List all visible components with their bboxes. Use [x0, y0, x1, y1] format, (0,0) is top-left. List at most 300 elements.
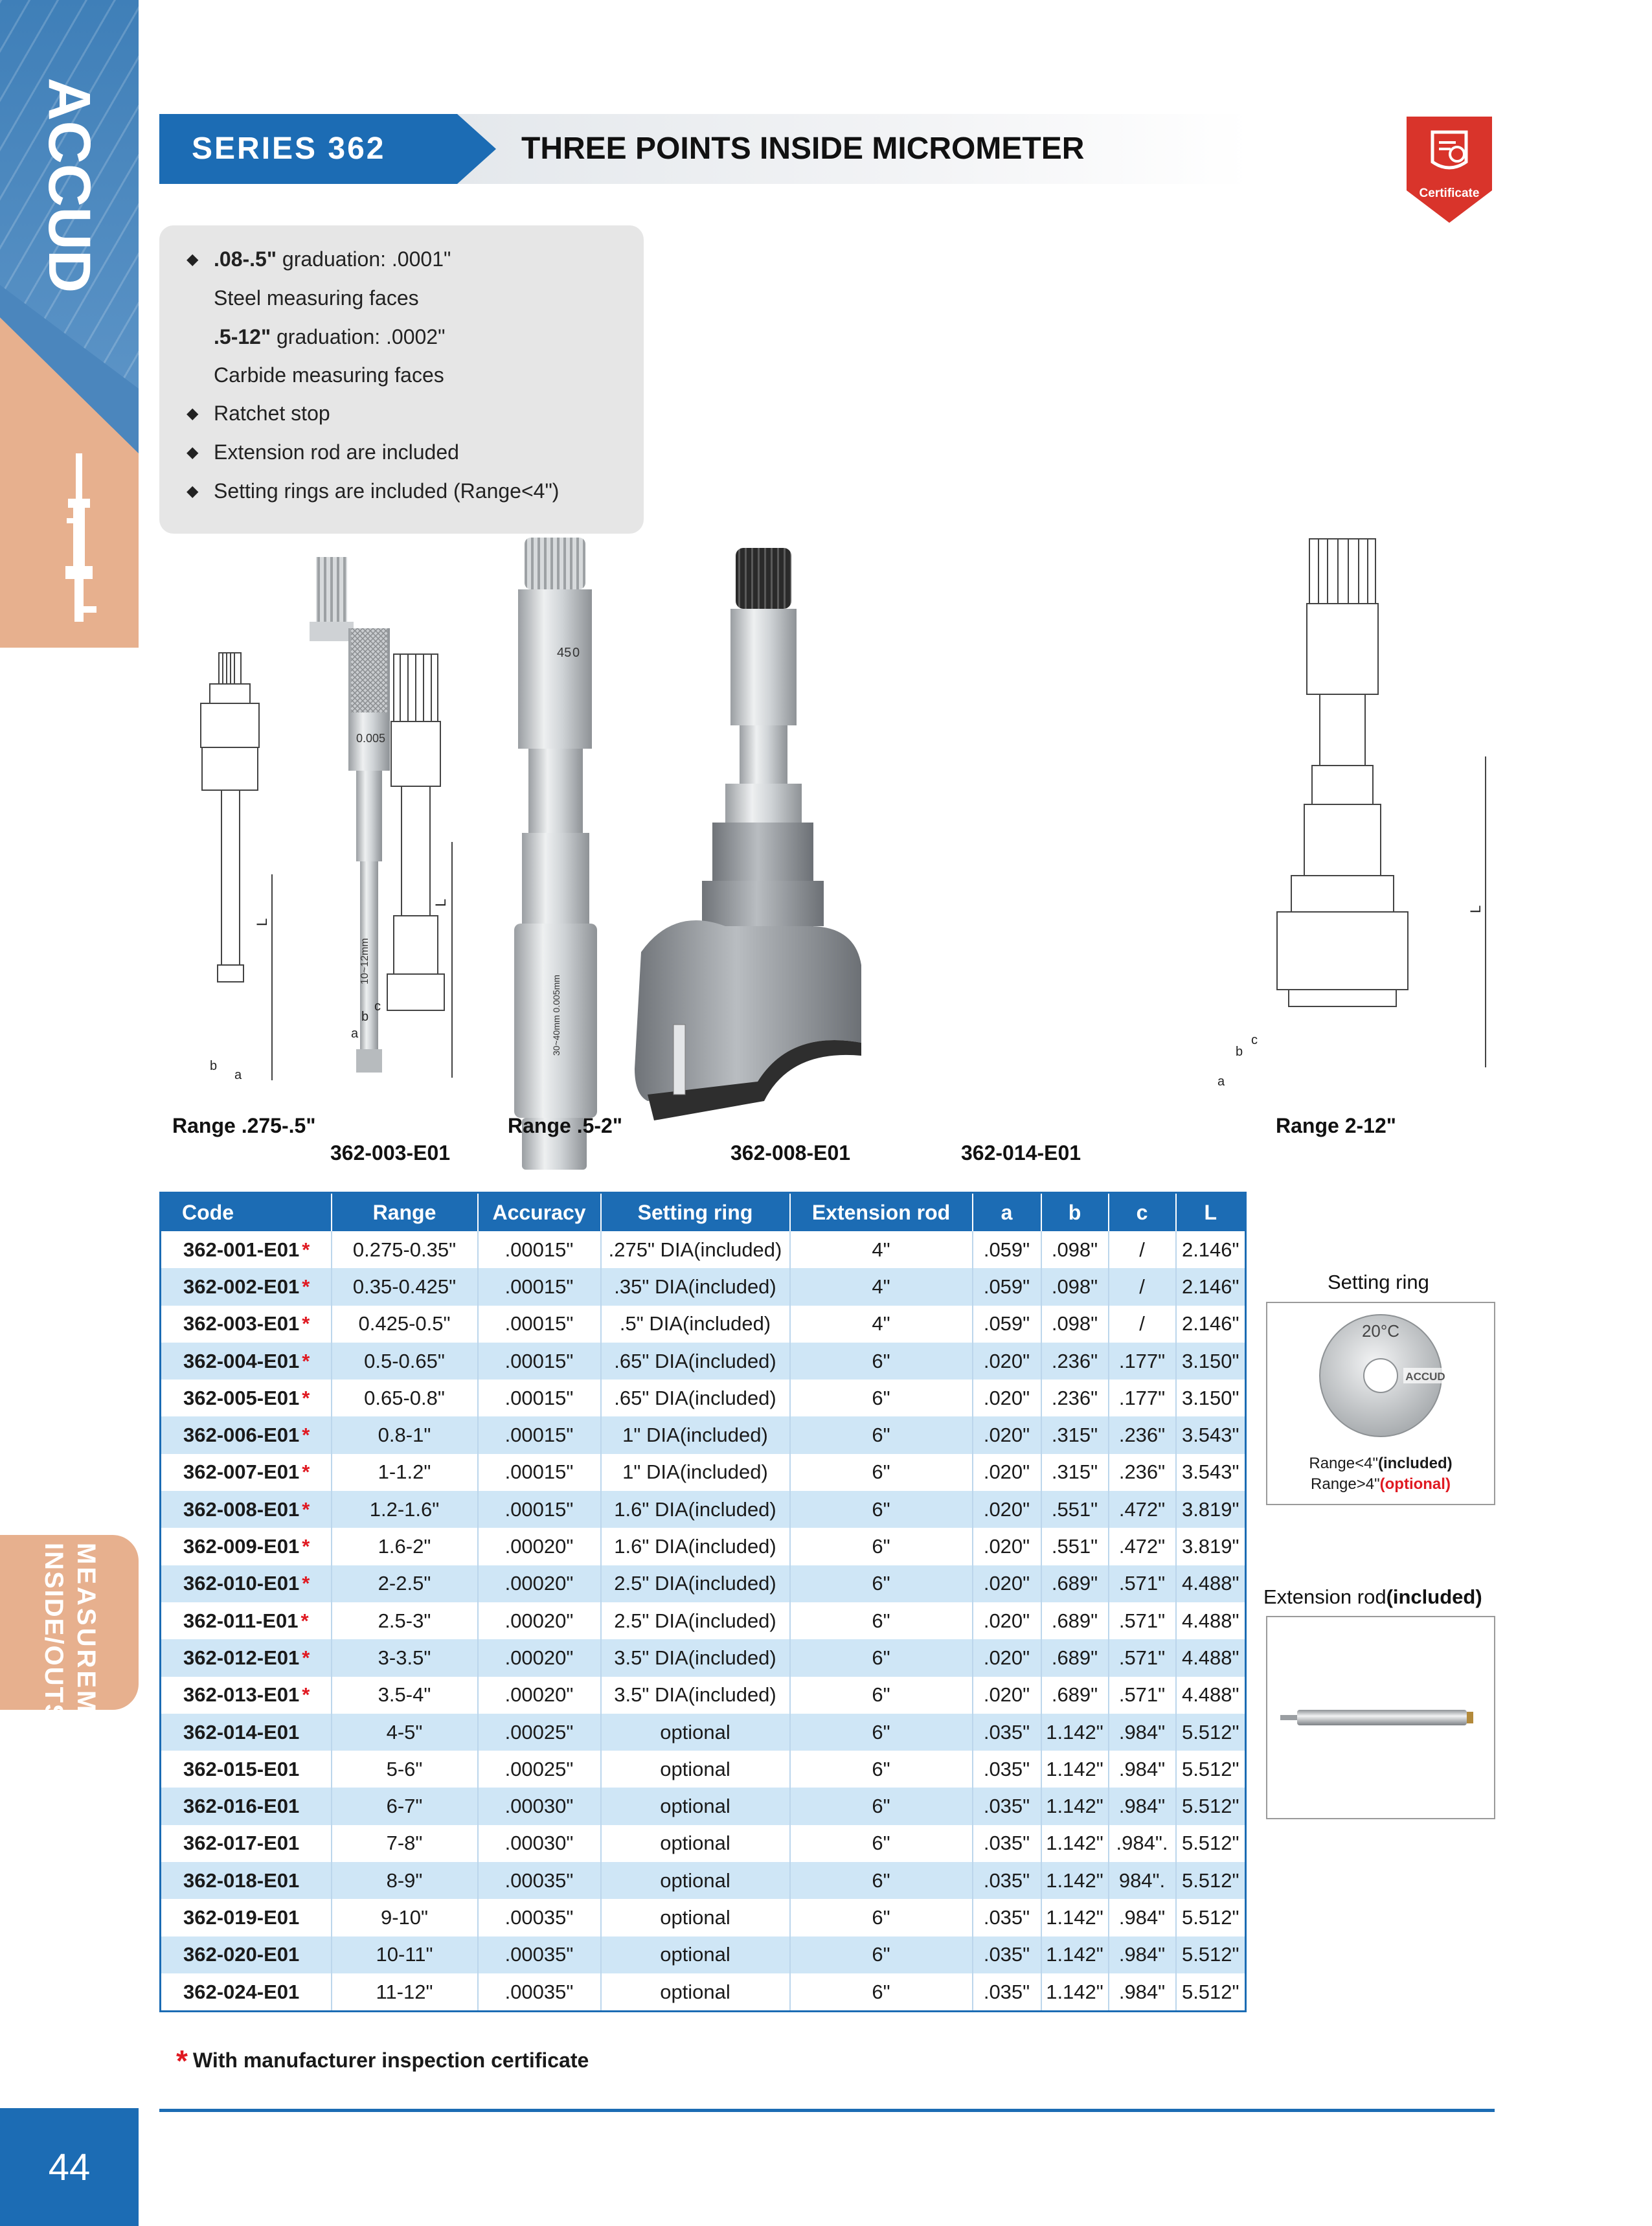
table-row: [161, 1306, 1246, 1343]
cell-accuracy: .00020": [478, 1528, 601, 1565]
cell-code: [161, 1454, 332, 1491]
cell-rod: 4": [790, 1306, 973, 1343]
certificate-star-icon: *: [300, 1609, 309, 1632]
cell-code: [161, 1602, 332, 1639]
cell-l: 5.512": [1176, 1825, 1246, 1862]
feature-item: [214, 363, 444, 387]
table-row: [161, 1565, 1246, 1602]
ring-range-gt4-label: Range>4": [1311, 1475, 1380, 1493]
cell-code: [161, 1788, 332, 1824]
cell-c: .236": [1109, 1454, 1176, 1491]
ring-temperature-mark: 20°C: [1361, 1321, 1400, 1341]
cell-l: 5.512": [1176, 1751, 1246, 1788]
col-header-L: L: [1176, 1193, 1246, 1232]
cell-rod: 6": [790, 1565, 973, 1602]
cell-rod: 6": [790, 1788, 973, 1824]
certificate-star-icon: *: [302, 1386, 310, 1409]
feature-item: [214, 440, 459, 464]
cell-l: 3.150": [1176, 1380, 1246, 1416]
extension-rod-title: [1263, 1585, 1482, 1609]
extension-rod-title-status: (included): [1386, 1585, 1482, 1608]
footnote: [174, 2043, 589, 2078]
dim-L-3: L: [1467, 905, 1484, 913]
dim-c-2: c: [374, 999, 381, 1014]
series-label: SERIES 362: [192, 131, 386, 166]
cell-l: 3.150": [1176, 1343, 1246, 1380]
cell-c: .177": [1109, 1343, 1176, 1380]
cell-a: .020": [973, 1639, 1041, 1676]
cell-range: 0.35-0.425": [332, 1268, 478, 1305]
table-row: [161, 1973, 1246, 2012]
table-row: [161, 1454, 1246, 1491]
feature-item-text: graduation: .0002": [271, 325, 446, 348]
table-row: [161, 1936, 1246, 1973]
cell-accuracy: .00030": [478, 1825, 601, 1862]
dim-a-3: a: [1217, 1074, 1225, 1089]
cell-rod: 4": [790, 1268, 973, 1305]
cell-c: .571": [1109, 1565, 1176, 1602]
cell-a: .035": [973, 1751, 1041, 1788]
table-row: [161, 1380, 1246, 1416]
cell-code-text: 362-020-E01: [183, 1943, 300, 1966]
cell-range: 0.425-0.5": [332, 1306, 478, 1343]
cell-a: .035": [973, 1973, 1041, 2012]
cell-l: 4.488": [1176, 1677, 1246, 1714]
drawing-large-range: [1217, 539, 1486, 1089]
cell-l: 2.146": [1176, 1268, 1246, 1305]
feature-bullet-icon: ◆: [187, 405, 199, 422]
cell-b: .098": [1041, 1231, 1109, 1268]
col-header-a: a: [973, 1193, 1041, 1232]
footnote-text: With manufacturer inspection certificate: [192, 2049, 589, 2072]
cell-rod: 6": [790, 1714, 973, 1751]
cell-a: .020": [973, 1565, 1041, 1602]
dim-L-2: L: [433, 898, 449, 907]
cell-a: .059": [973, 1268, 1041, 1305]
cell-code: [161, 1714, 332, 1751]
cell-code-text: 362-012-E01: [183, 1646, 300, 1669]
table-row: [161, 1899, 1246, 1936]
cell-rod: 6": [790, 1677, 973, 1714]
cell-b: .098": [1041, 1268, 1109, 1305]
cell-range: 5-6": [332, 1751, 478, 1788]
feature-bullet-icon: ◆: [187, 483, 199, 500]
cell-accuracy: .00015": [478, 1380, 601, 1416]
feature-item: [214, 479, 559, 503]
section-tab-line2: MEASUREMENT: [72, 1543, 100, 1775]
cell-ring: optional: [601, 1825, 790, 1862]
cell-a: .059": [973, 1306, 1041, 1343]
cell-a: .020": [973, 1677, 1041, 1714]
cell-rod: 6": [790, 1454, 973, 1491]
cell-rod: 6": [790, 1899, 973, 1936]
cell-accuracy: .00015": [478, 1416, 601, 1453]
feature-item-text: Extension rod are included: [214, 440, 459, 464]
cell-code-text: 362-010-E01: [183, 1572, 300, 1595]
spec-table-body: [161, 1231, 1246, 2012]
brand-logo-text: ACCUD: [36, 78, 102, 293]
cell-range: 6-7": [332, 1788, 478, 1824]
table-row: [161, 1862, 1246, 1899]
cell-rod: 6": [790, 1862, 973, 1899]
cell-l: 5.512": [1176, 1788, 1246, 1824]
cell-ring: 1.6" DIA(included): [601, 1491, 790, 1528]
cell-ring: optional: [601, 1751, 790, 1788]
product-illustrations: [142, 538, 1484, 1192]
cell-code: [161, 1416, 332, 1453]
cell-code: [161, 1231, 332, 1268]
cell-range: 7-8": [332, 1825, 478, 1862]
certificate-star-icon: *: [302, 1238, 310, 1261]
cell-c: .571": [1109, 1639, 1176, 1676]
cell-a: .020": [973, 1528, 1041, 1565]
cell-ring: optional: [601, 1899, 790, 1936]
page-number: 44: [0, 2108, 139, 2226]
cell-ring: optional: [601, 1973, 790, 2012]
cell-a: .035": [973, 1825, 1041, 1862]
extension-rod-image: [1280, 1701, 1481, 1734]
cell-b: .236": [1041, 1380, 1109, 1416]
cell-ring: .35" DIA(included): [601, 1268, 790, 1305]
cell-accuracy: .00015": [478, 1343, 601, 1380]
cell-code: [161, 1862, 332, 1899]
cell-c: .571": [1109, 1677, 1176, 1714]
cell-code-text: 362-004-E01: [183, 1349, 300, 1372]
cell-l: 4.488": [1176, 1639, 1246, 1676]
cell-code: [161, 1343, 332, 1380]
caption-model-1: 362-003-E01: [330, 1141, 451, 1164]
dim-a-2: a: [351, 1027, 359, 1041]
cell-rod: 6": [790, 1936, 973, 1973]
brand-logo-vertical: [31, 78, 109, 337]
feature-bullet-icon: ◆: [187, 251, 199, 268]
cell-ring: optional: [601, 1936, 790, 1973]
cell-b: .236": [1041, 1343, 1109, 1380]
cell-accuracy: .00015": [478, 1491, 601, 1528]
section-tab-label: [0, 1535, 139, 1775]
cell-l: 5.512": [1176, 1862, 1246, 1899]
cell-code-text: 362-017-E01: [183, 1832, 300, 1855]
cell-a: .020": [973, 1416, 1041, 1453]
extension-rod-panel: [1266, 1616, 1495, 1819]
cell-range: 3.5-4": [332, 1677, 478, 1714]
certificate-star-icon: *: [302, 1535, 310, 1558]
cell-range: 1-1.2": [332, 1454, 478, 1491]
cell-code-text: 362-002-E01: [183, 1275, 300, 1298]
cell-range: 10-11": [332, 1936, 478, 1973]
feature-item-text: Setting rings are included (Range<4"): [214, 479, 560, 503]
cell-rod: 4": [790, 1231, 973, 1268]
table-row: [161, 1343, 1246, 1380]
cell-accuracy: .00020": [478, 1677, 601, 1714]
footer-rule: [159, 2109, 1495, 2112]
cell-a: .020": [973, 1602, 1041, 1639]
cell-c: .472": [1109, 1491, 1176, 1528]
certificate-star-icon: *: [302, 1460, 310, 1484]
caption-range-3: Range 2-12": [1276, 1114, 1396, 1137]
certificate-star-icon: *: [302, 1646, 310, 1669]
cell-code-text: 362-009-E01: [183, 1535, 300, 1558]
cell-code: [161, 1677, 332, 1714]
cell-code: [161, 1825, 332, 1862]
cell-code-text: 362-008-E01: [183, 1497, 300, 1521]
cell-code: [161, 1973, 332, 2012]
cell-code: [161, 1565, 332, 1602]
table-row: [161, 1416, 1246, 1453]
cell-code: [161, 1751, 332, 1788]
table-row: [161, 1751, 1246, 1788]
cell-range: 3-3.5": [332, 1639, 478, 1676]
cell-c: .177": [1109, 1380, 1176, 1416]
cell-accuracy: .00015": [478, 1306, 601, 1343]
cell-b: .689": [1041, 1639, 1109, 1676]
col-header-extension-rod: Extension rod: [790, 1193, 973, 1232]
cell-l: 5.512": [1176, 1973, 1246, 2012]
cell-code: [161, 1899, 332, 1936]
cell-l: 3.543": [1176, 1416, 1246, 1453]
cell-ring: 3.5" DIA(included): [601, 1677, 790, 1714]
cell-c: .984".: [1109, 1825, 1176, 1862]
cell-range: 1.2-1.6": [332, 1491, 478, 1528]
cell-c: .236": [1109, 1416, 1176, 1453]
extension-rod-title-label: Extension rod: [1263, 1585, 1386, 1608]
caption-range-2: Range .5-2": [508, 1114, 622, 1137]
caption-model-3: 362-014-E01: [961, 1141, 1081, 1164]
cell-c: .984": [1109, 1936, 1176, 1973]
cell-b: .689": [1041, 1565, 1109, 1602]
cell-l: 4.488": [1176, 1565, 1246, 1602]
cell-l: 2.146": [1176, 1306, 1246, 1343]
cell-b: .551": [1041, 1491, 1109, 1528]
micrometer-362-003: [310, 557, 390, 1073]
cell-code-text: 362-016-E01: [183, 1795, 300, 1818]
cell-a: .020": [973, 1343, 1041, 1380]
cell-accuracy: .00025": [478, 1714, 601, 1751]
feature-item-text: Ratchet stop: [214, 402, 330, 425]
cell-b: 1.142": [1041, 1788, 1109, 1824]
cell-ring: .65" DIA(included): [601, 1343, 790, 1380]
cell-b: .315": [1041, 1416, 1109, 1453]
cell-accuracy: .00035": [478, 1973, 601, 2012]
micrometer-range-mark: 10~12mm: [359, 938, 370, 984]
cell-c: /: [1109, 1231, 1176, 1268]
cell-code-text: 362-006-E01: [183, 1424, 300, 1447]
section-tab-line1: INSIDE/OUTSIDE: [40, 1543, 68, 1770]
cell-b: .098": [1041, 1306, 1109, 1343]
dim-b-3: b: [1236, 1045, 1243, 1059]
cell-c: .571": [1109, 1602, 1176, 1639]
cell-c: .984": [1109, 1751, 1176, 1788]
table-row: [161, 1714, 1246, 1751]
cell-a: .035": [973, 1714, 1041, 1751]
col-header-range: Range: [332, 1193, 478, 1232]
col-header-b: b: [1041, 1193, 1109, 1232]
dim-c-3: c: [1251, 1033, 1258, 1047]
cell-b: .551": [1041, 1528, 1109, 1565]
cell-code-text: 362-003-E01: [183, 1312, 300, 1335]
cell-rod: 6": [790, 1825, 973, 1862]
cell-rod: 6": [790, 1639, 973, 1676]
cell-accuracy: .00015": [478, 1454, 601, 1491]
cell-l: 3.819": [1176, 1528, 1246, 1565]
micrometer-tool-icon: [62, 453, 100, 622]
cell-range: 9-10": [332, 1899, 478, 1936]
ring-range-lt4: [1267, 1453, 1494, 1474]
cell-range: 11-12": [332, 1973, 478, 2012]
feature-item-text: graduation: .0001": [277, 247, 451, 271]
setting-ring-image: [1306, 1311, 1455, 1440]
cell-ring: 2.5" DIA(included): [601, 1565, 790, 1602]
cell-accuracy: .00035": [478, 1936, 601, 1973]
cell-rod: 6": [790, 1973, 973, 2012]
cell-accuracy: .00020": [478, 1639, 601, 1676]
cell-ring: .275" DIA(included): [601, 1231, 790, 1268]
dim-a-1: a: [234, 1068, 242, 1082]
cell-c: 984".: [1109, 1862, 1176, 1899]
col-header-c: c: [1109, 1193, 1176, 1232]
cell-c: .984": [1109, 1788, 1176, 1824]
cell-accuracy: .00025": [478, 1751, 601, 1788]
feature-item: [214, 247, 451, 271]
cell-ring: 1" DIA(included): [601, 1416, 790, 1453]
cell-b: 1.142": [1041, 1936, 1109, 1973]
micrometer-362-014: [635, 548, 861, 1120]
cell-a: .035": [973, 1862, 1041, 1899]
certificate-star-icon: *: [302, 1683, 310, 1707]
cell-code: [161, 1639, 332, 1676]
col-header-accuracy: Accuracy: [478, 1193, 601, 1232]
cell-code-text: 362-013-E01: [183, 1683, 300, 1707]
cell-b: 1.142": [1041, 1714, 1109, 1751]
feature-bullet-icon: ◆: [187, 444, 199, 461]
cell-range: 0.5-0.65": [332, 1343, 478, 1380]
cell-code-text: 362-001-E01: [183, 1238, 300, 1261]
cell-l: 5.512": [1176, 1714, 1246, 1751]
table-row: [161, 1825, 1246, 1862]
cell-a: .020": [973, 1380, 1041, 1416]
cell-c: /: [1109, 1306, 1176, 1343]
cell-l: 3.543": [1176, 1454, 1246, 1491]
certificate-star-icon: *: [302, 1312, 310, 1335]
ring-range-lt4-label: Range<4": [1309, 1455, 1378, 1472]
cell-rod: 6": [790, 1380, 973, 1416]
micrometer-scale-0: 0: [572, 646, 580, 660]
cell-range: 1.6-2": [332, 1528, 478, 1565]
micrometer-scale-mark: 0.005: [356, 732, 386, 745]
certificate-star-icon: *: [302, 1424, 310, 1447]
cell-range: 0.65-0.8": [332, 1380, 478, 1416]
cell-range: 2-2.5": [332, 1565, 478, 1602]
cell-a: .035": [973, 1936, 1041, 1973]
ring-brand-mark: ACCUD: [1405, 1370, 1445, 1383]
cell-code-text: 362-011-E01: [183, 1609, 299, 1632]
feature-item-highlight: .5-12": [214, 325, 271, 348]
cell-a: .020": [973, 1454, 1041, 1491]
dim-b-2: b: [361, 1010, 369, 1024]
cell-a: .059": [973, 1231, 1041, 1268]
feature-item: [214, 286, 419, 310]
cell-a: .020": [973, 1491, 1041, 1528]
cell-accuracy: .00035": [478, 1862, 601, 1899]
feature-item: [214, 325, 445, 349]
cell-code-text: 362-015-E01: [183, 1757, 300, 1780]
cell-rod: 6": [790, 1602, 973, 1639]
cell-rod: 6": [790, 1491, 973, 1528]
cell-b: 1.142": [1041, 1751, 1109, 1788]
cell-ring: .5" DIA(included): [601, 1306, 790, 1343]
cell-ring: 1" DIA(included): [601, 1454, 790, 1491]
cell-a: .035": [973, 1788, 1041, 1824]
cell-range: 4-5": [332, 1714, 478, 1751]
cell-accuracy: .00020": [478, 1565, 601, 1602]
cell-l: 5.512": [1176, 1936, 1246, 1973]
cell-code-text: 362-005-E01: [183, 1386, 300, 1409]
table-row: [161, 1788, 1246, 1824]
cell-b: 1.142": [1041, 1862, 1109, 1899]
cell-code: [161, 1936, 332, 1973]
cell-ring: 3.5" DIA(included): [601, 1639, 790, 1676]
cell-c: .984": [1109, 1973, 1176, 2012]
cell-c: .472": [1109, 1528, 1176, 1565]
certificate-label: Certificate: [1419, 187, 1480, 200]
cell-rod: 6": [790, 1343, 973, 1380]
cell-l: 2.146": [1176, 1231, 1246, 1268]
cell-code-text: 362-018-E01: [183, 1868, 300, 1892]
table-row: [161, 1491, 1246, 1528]
cell-rod: 6": [790, 1416, 973, 1453]
cell-b: 1.142": [1041, 1825, 1109, 1862]
cell-ring: 2.5" DIA(included): [601, 1602, 790, 1639]
certificate-star-icon: *: [302, 1572, 310, 1595]
cell-rod: 6": [790, 1751, 973, 1788]
cell-range: 8-9": [332, 1862, 478, 1899]
dim-b-1: b: [210, 1059, 218, 1073]
cell-range: 2.5-3": [332, 1602, 478, 1639]
cell-ring: 1.6" DIA(included): [601, 1528, 790, 1565]
drawing-small-range: [201, 653, 272, 1082]
feature-item-highlight: .08-.5": [214, 247, 277, 271]
cell-b: .315": [1041, 1454, 1109, 1491]
cell-l: 3.819": [1176, 1491, 1246, 1528]
certificate-star-icon: *: [302, 1497, 310, 1521]
cell-ring: optional: [601, 1862, 790, 1899]
cell-c: .984": [1109, 1899, 1176, 1936]
spec-table: [159, 1192, 1247, 2012]
caption-range-1: Range .275-.5": [172, 1114, 316, 1137]
cell-a: .035": [973, 1899, 1041, 1936]
feature-item-text: Steel measuring faces: [214, 286, 419, 310]
cell-accuracy: .00020": [478, 1602, 601, 1639]
table-row: [161, 1268, 1246, 1305]
certificate-star-icon: *: [302, 1349, 310, 1372]
ring-range-gt4: [1267, 1474, 1494, 1495]
ring-range-lt4-status: (included): [1377, 1455, 1453, 1472]
micrometer-range-mark-mid: 30~40mm 0.005mm: [551, 975, 561, 1056]
cell-range: 0.275-0.35": [332, 1231, 478, 1268]
certificate-star-icon: *: [302, 1275, 310, 1298]
cell-b: .689": [1041, 1677, 1109, 1714]
cell-code: [161, 1380, 332, 1416]
feature-item-text: Carbide measuring faces: [214, 363, 444, 387]
table-row: [161, 1528, 1246, 1565]
dim-L-1: L: [254, 918, 270, 926]
cell-ring: optional: [601, 1714, 790, 1751]
ring-range-gt4-status: (optional): [1379, 1475, 1451, 1493]
table-row: [161, 1231, 1246, 1268]
cell-range: 0.8-1": [332, 1416, 478, 1453]
cell-code-text: 362-014-E01: [183, 1720, 300, 1743]
table-row: [161, 1602, 1246, 1639]
